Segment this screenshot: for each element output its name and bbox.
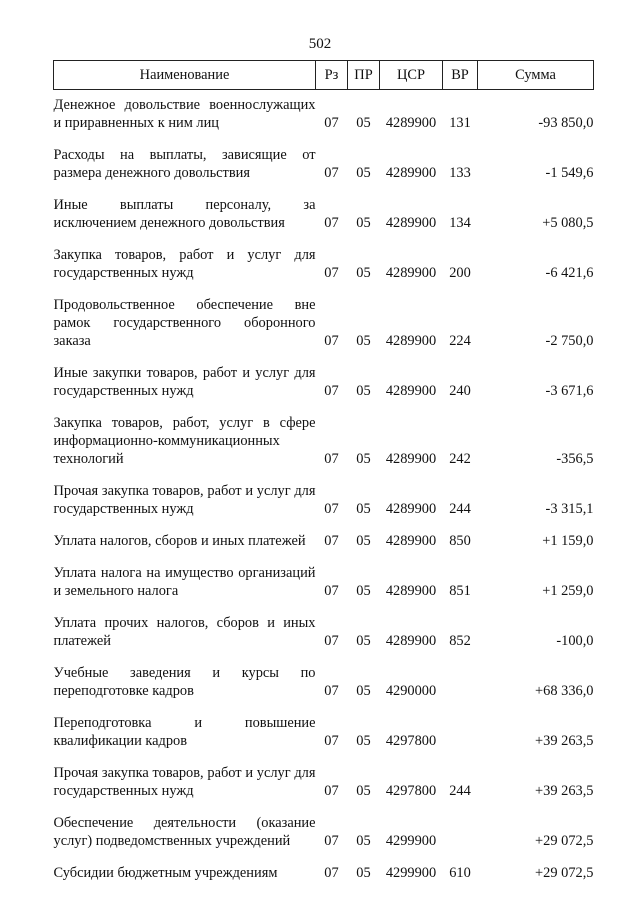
row-pr: 05: [356, 865, 371, 881]
row-pr: 05: [356, 383, 371, 399]
budget-table: [53, 60, 594, 890]
row-rz: 07: [324, 583, 339, 599]
header-name: Наименование: [54, 61, 316, 90]
row-vr: 851: [449, 583, 471, 599]
row-sum: +1 159,0: [542, 533, 594, 549]
row-sum: -2 750,0: [545, 333, 594, 349]
row-rz: 07: [324, 533, 339, 549]
row-sum: -3 671,6: [545, 383, 594, 399]
row-csr: 4289900: [385, 583, 437, 599]
row-pr: 05: [356, 783, 371, 799]
row-csr: 4297800: [385, 783, 437, 799]
header-pr: ПР: [348, 61, 380, 90]
row-sum: +39 263,5: [535, 783, 594, 799]
table-body: [54, 90, 594, 891]
table-row: [54, 290, 594, 358]
row-pr: 05: [356, 833, 371, 849]
row-sum: -6 421,6: [545, 265, 594, 281]
row-csr: 4289900: [385, 451, 437, 467]
row-vr: [443, 658, 478, 708]
row-pr: 05: [356, 165, 371, 181]
row-csr: 4289900: [385, 533, 437, 549]
row-rz: 07: [324, 783, 339, 799]
row-rz: 07: [324, 501, 339, 517]
row-sum: -356,5: [556, 451, 594, 467]
row-name: Переподготовка и повышение квалификации кадров: [53, 715, 316, 749]
row-rz: 07: [324, 333, 339, 349]
header-sum: Сумма: [478, 61, 594, 90]
row-name: Иные выплаты персоналу, за исключением денежного довольствия: [53, 197, 316, 231]
row-rz: 07: [324, 165, 339, 181]
table-row: [54, 526, 594, 558]
row-pr: 05: [356, 733, 371, 749]
row-vr: [443, 808, 478, 858]
row-name: Уплата прочих налогов, сборов и иных платежей: [53, 615, 316, 649]
row-csr: 4299900: [385, 865, 437, 881]
row-vr: 852: [449, 633, 471, 649]
page-number: 502: [308, 36, 332, 52]
table-row: [54, 558, 594, 608]
row-rz: 07: [324, 383, 339, 399]
row-pr: 05: [356, 115, 371, 131]
row-sum: +5 080,5: [542, 215, 594, 231]
row-csr: 4289900: [385, 265, 437, 281]
row-pr: 05: [356, 583, 371, 599]
row-name: Прочая закупка товаров, работ и услуг для государственных нужд: [53, 483, 316, 517]
row-vr: 240: [449, 383, 471, 399]
row-name: Уплата налогов, сборов и иных платежей: [53, 533, 306, 549]
row-vr: 242: [449, 451, 471, 467]
header-vr: ВР: [443, 61, 478, 90]
row-rz: 07: [324, 115, 339, 131]
table-row: [54, 658, 594, 708]
row-name: Субсидии бюджетным учреждениям: [53, 865, 278, 881]
row-name: Закупка товаров, работ, услуг в сфере информационно-коммуникационных технологий: [53, 415, 316, 467]
row-csr: 4289900: [385, 383, 437, 399]
table-row: [54, 140, 594, 190]
row-csr: 4289900: [385, 115, 437, 131]
row-pr: 05: [356, 215, 371, 231]
row-vr: 200: [449, 265, 471, 281]
row-rz: 07: [324, 215, 339, 231]
row-vr: 610: [449, 865, 471, 881]
row-csr: 4289900: [385, 165, 437, 181]
row-vr: 134: [449, 215, 471, 231]
row-csr: 4289900: [385, 333, 437, 349]
row-pr: 05: [356, 683, 371, 699]
row-vr: 224: [449, 333, 471, 349]
row-pr: 05: [356, 265, 371, 281]
row-rz: 07: [324, 451, 339, 467]
row-sum: +39 263,5: [535, 733, 594, 749]
row-name: Закупка товаров, работ и услуг для государственных нужд: [53, 247, 316, 281]
row-name: Прочая закупка товаров, работ и услуг для государственных нужд: [53, 765, 316, 799]
table-row: [54, 90, 594, 141]
row-vr: 850: [449, 533, 471, 549]
table-row: [54, 708, 594, 758]
row-csr: 4290000: [385, 683, 437, 699]
row-vr: 244: [449, 501, 471, 517]
row-sum: +29 072,5: [535, 833, 594, 849]
row-pr: 05: [356, 333, 371, 349]
row-name: Обеспечение деятельности (оказание услуг) подведомственных учреждений: [53, 815, 316, 849]
row-rz: 07: [324, 633, 339, 649]
row-pr: 05: [356, 533, 371, 549]
row-pr: 05: [356, 451, 371, 467]
table-row: [54, 808, 594, 858]
row-sum: +29 072,5: [535, 865, 594, 881]
row-name: Учебные заведения и курсы по переподготовке кадров: [53, 665, 316, 699]
row-sum: -100,0: [556, 633, 594, 649]
row-vr: [443, 708, 478, 758]
row-rz: 07: [324, 833, 339, 849]
table-row: [54, 858, 594, 890]
header-rz: Рз: [316, 61, 348, 90]
row-name: Расходы на выплаты, зависящие от размера денежного довольствия: [53, 147, 316, 181]
row-rz: 07: [324, 265, 339, 281]
row-sum: -1 549,6: [545, 165, 594, 181]
row-name: Продовольственное обеспечение вне рамок государственного оборонного заказа: [53, 297, 316, 349]
row-sum: -93 850,0: [538, 115, 594, 131]
row-csr: 4299900: [385, 833, 437, 849]
table-row: [54, 240, 594, 290]
row-csr: 4289900: [385, 501, 437, 517]
row-vr: 244: [449, 783, 471, 799]
table-row: [54, 408, 594, 476]
table-row: [54, 476, 594, 526]
row-csr: 4297800: [385, 733, 437, 749]
row-vr: 133: [449, 165, 471, 181]
table-row: [54, 758, 594, 808]
row-sum: +1 259,0: [542, 583, 594, 599]
row-rz: 07: [324, 865, 339, 881]
row-sum: +68 336,0: [535, 683, 594, 699]
row-name: Денежное довольствие военнослужащих и приравненных к ним лиц: [53, 97, 316, 131]
table-row: [54, 358, 594, 408]
row-rz: 07: [324, 683, 339, 699]
table-row: [54, 608, 594, 658]
header-csr: ЦСР: [380, 61, 443, 90]
row-pr: 05: [356, 633, 371, 649]
table-row: [54, 190, 594, 240]
row-vr: 131: [449, 115, 471, 131]
row-name: Иные закупки товаров, работ и услуг для государственных нужд: [53, 365, 316, 399]
row-csr: 4289900: [385, 215, 437, 231]
row-csr: 4289900: [385, 633, 437, 649]
row-name: Уплата налога на имущество организаций и земельного налога: [53, 565, 316, 599]
table-header: [54, 61, 594, 90]
row-sum: -3 315,1: [545, 501, 594, 517]
row-rz: 07: [324, 733, 339, 749]
row-pr: 05: [356, 501, 371, 517]
